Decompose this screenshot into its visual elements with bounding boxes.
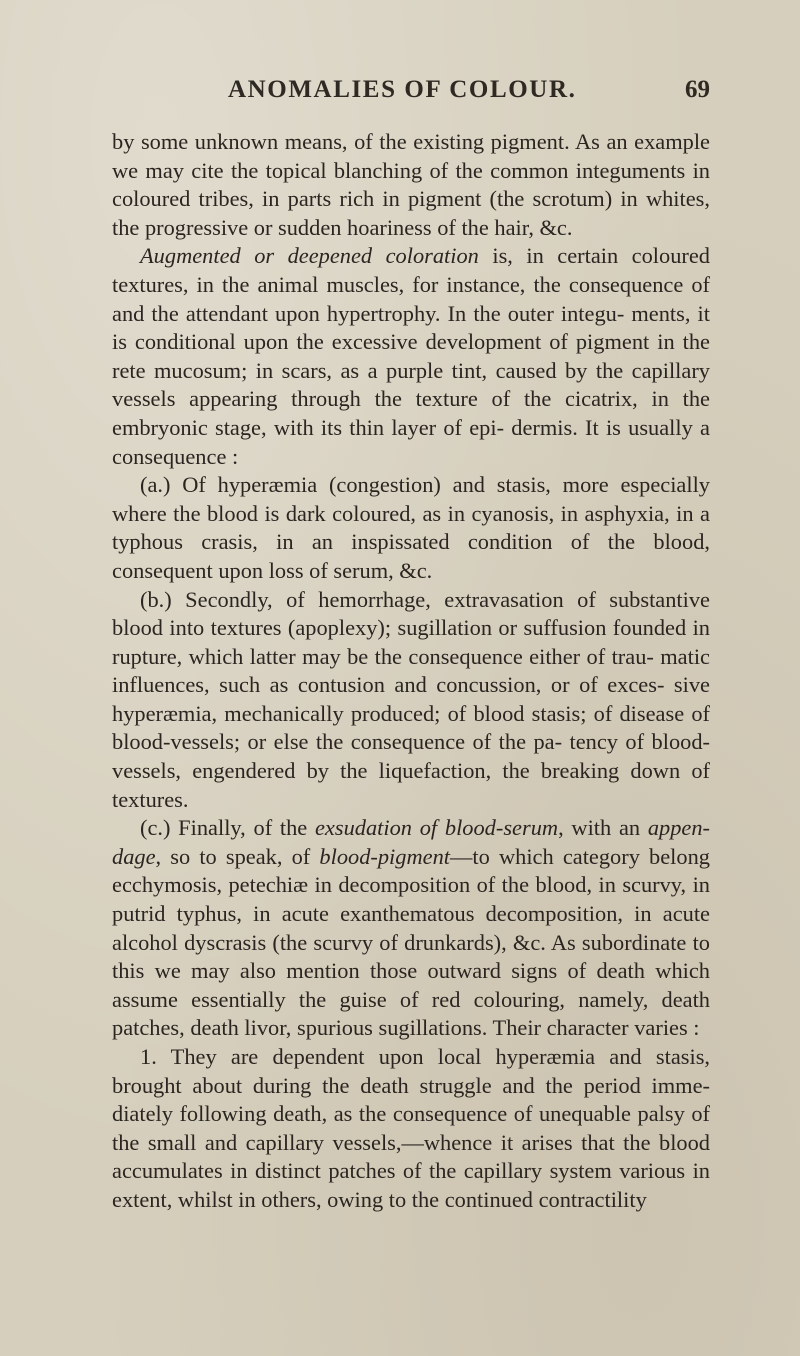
paragraph-augmented-coloration (112, 242, 710, 471)
item-c-text-3: , so to speak, of (155, 843, 320, 869)
item-c-text-4: —to which category belong ecchymosis, petechiæ in decomposition of the blood, in scurvy, in putrid typhus, in acute exanthematous decomposition, in acute alcohol dyscrasis (the scurvy of drunkards), &c. As subordinate to this we may also mention those outward signs of death which assume essentially the guise of red colouring, namely, death patches, death livor, spurious sugillations. Their character varies : (112, 843, 710, 1041)
item-c-italic-1: exsudation of blood-serum (314, 815, 559, 841)
item-c-text-2: , with an (558, 815, 648, 841)
item-c-italic-2: appen- dage (112, 815, 711, 869)
paragraph-numbered-1: 1. They are dependent upon local hyperæmia and stasis, brought about during the death struggle and the period imme- diately following death, as the consequence of unequable palsy of the small and capillary vessels,—whence it arises that the blood accumulates in distinct patches of the capillary system various in extent, whilst in others, owing to the continued contractility (112, 1044, 710, 1212)
paragraph-item-b: (b.) Secondly, of hemorrhage, extravasation of substantive blood into textures (apoplexy); sugillation or suffusion founded in rupture, which latter may be the consequence either of trau- matic influences, such as contusion and concussion, or of exces- sive hyperæmia, mechanically produced; of blood stasis; of disease of blood-vessels; or else the consequence of the pa- tency of blood-vessels, engendered by the liquefaction, the breaking down of textures. (112, 586, 710, 812)
running-head (110, 76, 716, 112)
italic-lead-term: Augmented or deepened coloration (140, 243, 479, 269)
item-c-text-1: (c.) Finally, of the (140, 815, 315, 841)
running-title: ANOMALIES OF COLOUR. (228, 76, 577, 103)
paragraph-item-a: (a.) Of hyperæmia (congestion) and stasis, more especially where the blood is dark coloured, as in cyanosis, in asphyxia, in a typhous crasis, in an inspissated condition of the blood, consequent upon loss of serum, &c. (112, 472, 710, 583)
body-text (112, 128, 710, 1215)
paragraph-item-c (112, 814, 710, 1043)
paragraph-body: is, in certain coloured textures, in the animal muscles, for instance, the consequence of and the attendant upon hypertrophy. In the outer integu- ments, it is conditional upon the excessive development of pigment in the rete mucosum; in scars, as a purple tint, caused by the capillary vessels appearing through the texture of the cicatrix, in the embryonic stage, with its thin layer of epi- dermis. It is usually a consequence : (112, 243, 710, 469)
paragraph-continuation: by some unknown means, of the existing pigment. As an example we may cite the topical blanching of the common integuments in coloured tribes, in parts rich in pigment (the scrotum) in whites, the progressive or sudden hoariness of the hair, &c. (112, 129, 710, 240)
item-c-italic-3: blood-pigment (319, 843, 451, 869)
page-number: 69 (685, 76, 710, 103)
